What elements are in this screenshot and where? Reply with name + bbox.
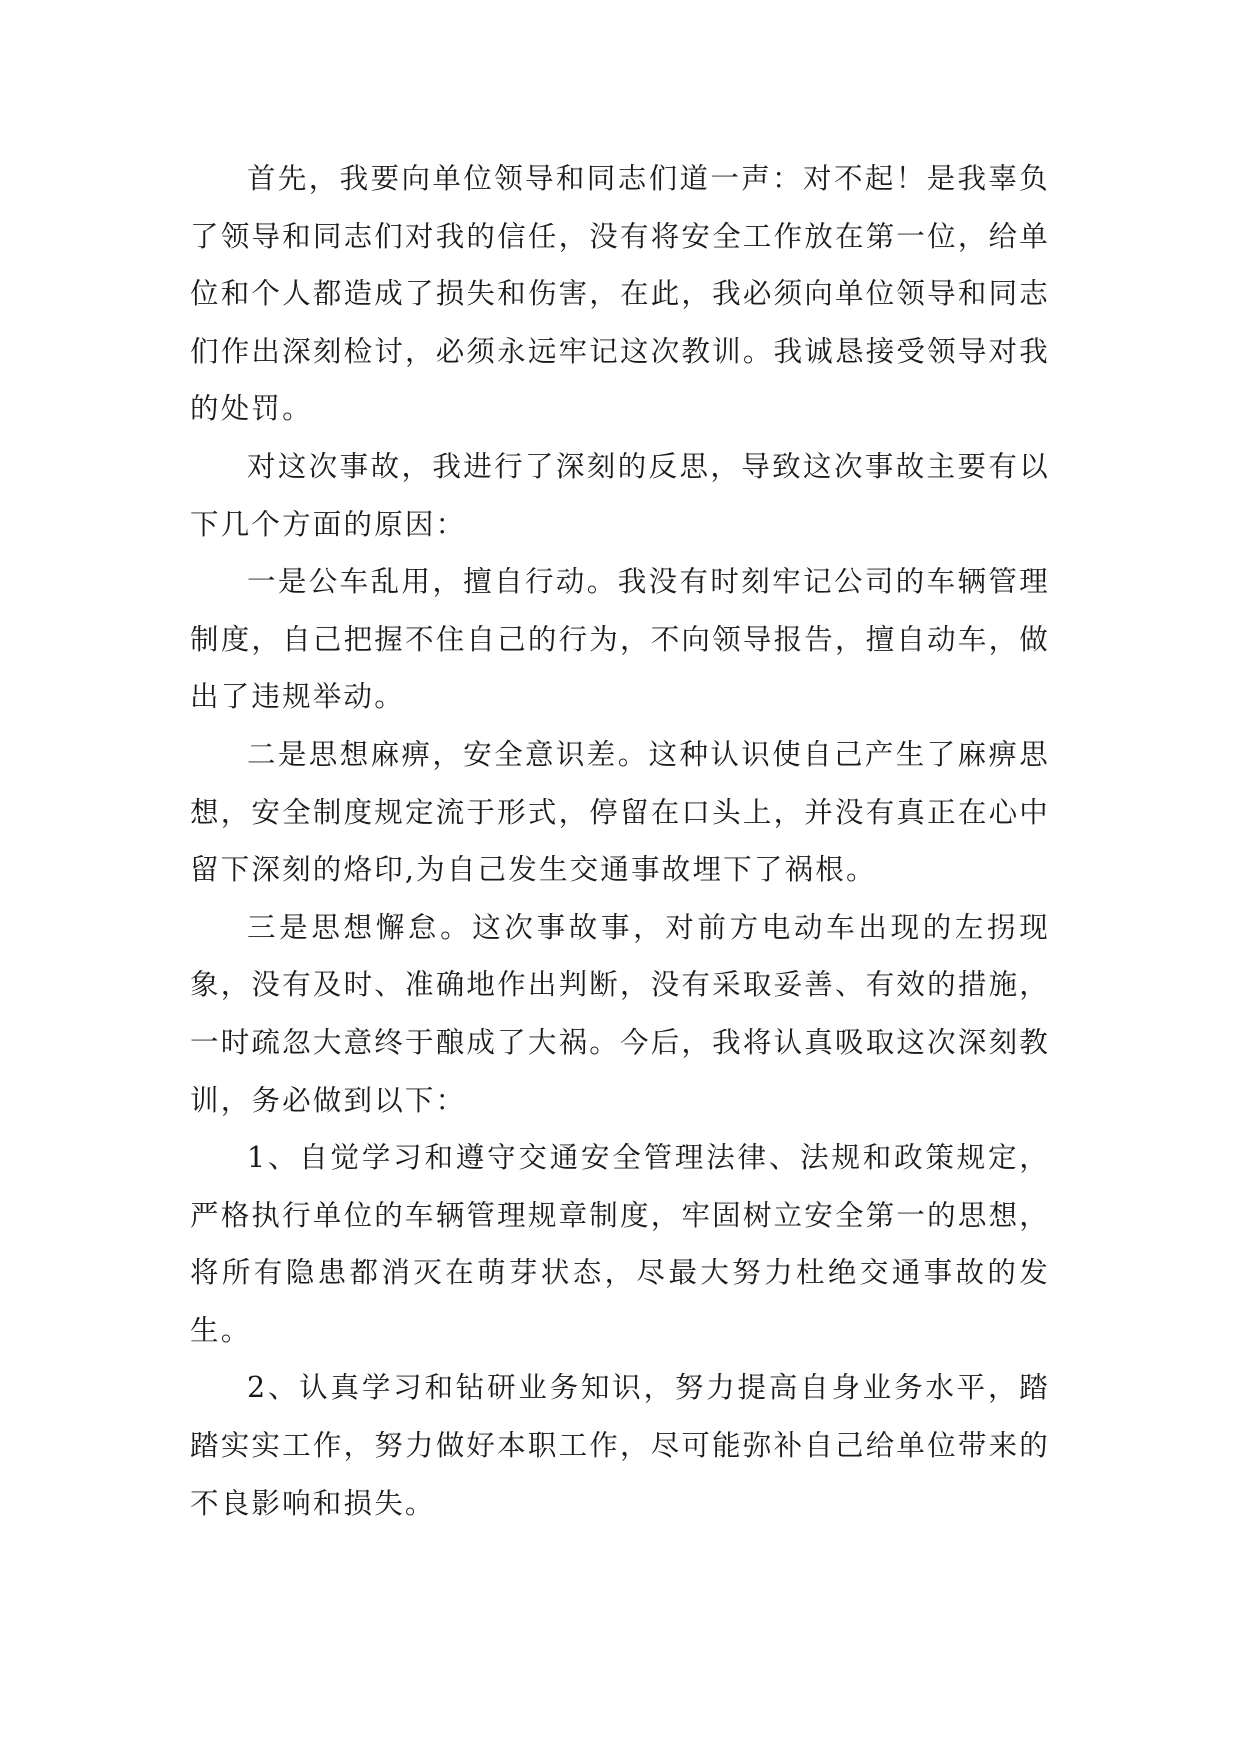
paragraph-commitment-two: 2、认真学习和钻研业务知识，努力提高自身业务水平，踏踏实实工作，努力做好本职工作，尽可能弥补自己给单位带来的不良影响和损失。 (190, 1371, 1050, 1520)
paragraph-reason-three: 三是思想懈怠。这次事故事，对前方电动车出现的左拐现象，没有及时、准确地作出判断，没有采取妥善、有效的措施，一时疏忽大意终于酿成了大祸。今后，我将认真吸取这次深刻教训，务必做到以下： (190, 910, 1050, 1117)
document-body (190, 150, 1050, 1532)
paragraph-reason-two: 二是思想麻痹，安全意识差。这种认识使自己产生了麻痹思想，安全制度规定流于形式，停留在口头上，并没有真正在心中留下深刻的烙印,为自己发生交通事故埋下了祸根。 (190, 737, 1050, 887)
paragraph-commitment-one: 1、自觉学习和遵守交通安全管理法律、法规和政策规定，严格执行单位的车辆管理规章制度，牢固树立安全第一的思想，将所有隐患都消灭在萌芽状态，尽最大努力杜绝交通事故的发生。 (190, 1141, 1050, 1347)
paragraph-reflection-intro: 对这次事故，我进行了深刻的反思，导致这次事故主要有以下几个方面的原因： (190, 449, 1050, 541)
paragraph-reason-one: 一是公车乱用，擅自行动。我没有时刻牢记公司的车辆管理制度，自己把握不住自己的行为，不向领导报告，擅自动车，做出了违规举动。 (190, 565, 1050, 714)
paragraph-apology: 首先，我要向单位领导和同志们道一声：对不起！是我辜负了领导和同志们对我的信任，没有将安全工作放在第一位，给单位和个人都造成了损失和伤害，在此，我必须向单位领导和同志们作出深刻检讨，必须永远牢记这次教训。我诚恳接受领导对我的处罚。 (190, 162, 1050, 426)
